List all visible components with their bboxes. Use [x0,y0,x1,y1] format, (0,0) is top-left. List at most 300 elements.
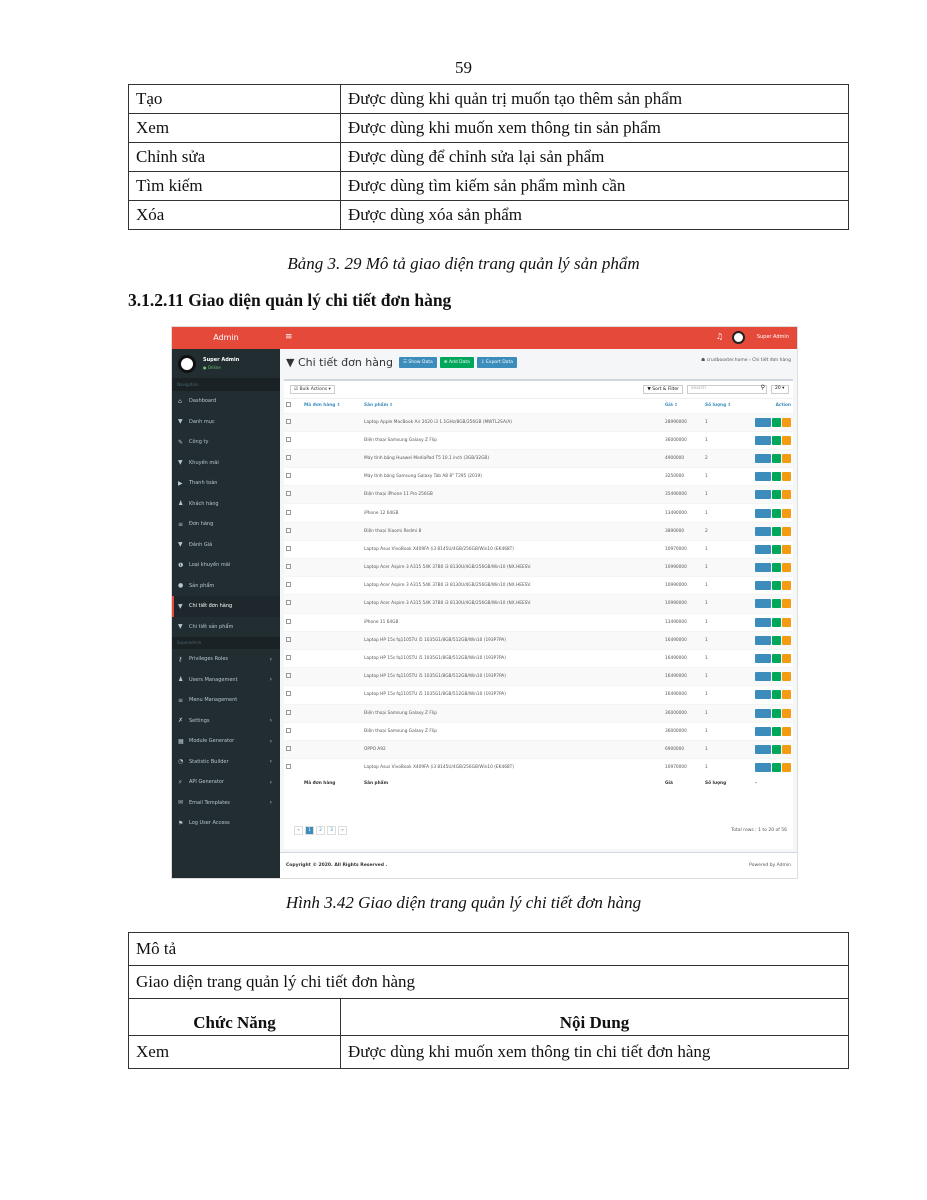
checkbox[interactable] [286,764,291,769]
action-buttons [755,672,791,681]
quantity-cell: 1 [703,722,753,740]
action-cell [753,613,793,631]
function-cell: Tạo [129,85,341,114]
sidebar-item[interactable] [172,473,280,494]
order-id-cell [302,649,362,667]
sidebar-item-icon: ▼ [178,541,183,549]
row-checkbox-cell[interactable] [284,431,302,449]
edit-button[interactable] [772,490,781,499]
edit-button[interactable] [772,545,781,554]
view-button[interactable] [755,527,771,536]
delete-button[interactable] [782,454,791,463]
price-cell: 10970000 [663,540,703,558]
data-table [284,399,793,791]
table-row [284,413,793,431]
product-cell: Laptop Acer Aspire 3 A315 54K 37B0 i3 8130U/4GB/256GB/Win10 (NX.HEESV. [362,559,663,577]
quantity-cell: 1 [703,686,753,704]
view-button[interactable] [755,545,771,554]
view-button[interactable] [755,709,771,718]
sidebar-item[interactable] [172,772,280,793]
chevron-right-icon: › [269,655,272,663]
action-buttons [755,599,791,608]
edit-button[interactable] [772,527,781,536]
delete-button[interactable] [782,472,791,481]
checkbox[interactable] [286,728,291,733]
bulk-actions-dropdown[interactable]: ☑ Bulk Actions ▾ [290,385,335,394]
column-header[interactable]: Số lượng ⇕ [705,403,732,409]
price-cell: 16490000 [663,631,703,649]
sidebar-item[interactable] [172,432,280,453]
action-cell [753,449,793,467]
function-cell: Tìm kiếm [129,172,341,201]
price-cell: 35490000 [663,486,703,504]
view-button[interactable] [755,563,771,572]
view-button[interactable] [755,745,771,754]
chevron-right-icon: › [269,799,272,807]
action-buttons [755,509,791,518]
action-buttons [755,490,791,499]
action-buttons [755,618,791,627]
view-button[interactable] [755,690,771,699]
table-row [284,577,793,595]
delete-button[interactable] [782,727,791,736]
sidebar-item-label: Chi tiết đơn hàng [189,603,233,610]
column-header[interactable]: Action [775,403,791,409]
admin-screenshot [171,326,798,879]
order-id-cell [302,686,362,704]
column-footer: Mã đơn hàng [304,781,336,787]
view-button[interactable] [755,636,771,645]
page-link[interactable]: 1 [305,826,314,835]
sidebar-item[interactable] [172,555,280,576]
quantity-cell: 1 [703,486,753,504]
edit-button[interactable] [772,599,781,608]
sidebar-item[interactable] [172,535,280,556]
edit-button[interactable] [772,672,781,681]
table-row [129,1036,849,1069]
table-row [284,668,793,686]
footer-blank [284,777,302,791]
sidebar-item-label: Statistic Builder [189,758,229,765]
description-cell: Được dùng khi muốn xem thông tin sản phẩm [341,114,849,143]
chevron-right-icon: › [269,676,272,684]
checkbox[interactable] [286,473,291,478]
order-id-cell [302,540,362,558]
description-cell: Được dùng tìm kiếm sản phẩm mình cần [341,172,849,201]
nav-section-header: Navigation [172,379,280,391]
table-caption: Bảng 3. 29 Mô tả giao diện trang quản lý sản phẩm [287,254,640,273]
checkbox[interactable] [286,510,291,515]
view-button[interactable] [755,418,771,427]
section-heading: 3.1.2.11 Giao diện quản lý chi tiết đơn hàng [128,290,452,310]
sidebar-item-label: Dashboard [189,398,217,405]
column-footer: Giá [665,781,673,787]
action-buttons [755,472,791,481]
table-row [129,201,849,230]
row-checkbox-cell[interactable] [284,686,302,704]
sidebar-item-icon: ✗ [178,717,184,725]
delete-button[interactable] [782,599,791,608]
delete-button[interactable] [782,581,791,590]
edit-button[interactable] [772,745,781,754]
sidebar-item[interactable] [172,494,280,515]
quantity-cell: 1 [703,468,753,486]
row-checkbox-cell[interactable] [284,668,302,686]
powered-by: Powered by Admin [749,863,791,868]
edit-button[interactable] [772,454,781,463]
product-cell: Điện thoại Samsung Galaxy Z Flip [362,431,663,449]
view-button[interactable] [755,472,771,481]
view-button[interactable] [755,490,771,499]
edit-button[interactable] [772,581,781,590]
sidebar-item-icon: ⚡ [178,778,183,786]
sidebar-item[interactable] [172,670,280,691]
row-checkbox-cell[interactable] [284,559,302,577]
checkbox[interactable] [286,746,291,751]
page-link[interactable]: « [294,826,303,835]
col-header-function: Chức Năng [129,999,341,1036]
delete-button[interactable] [782,618,791,627]
breadcrumb[interactable]: ☗ crudbooster.home › Chi tiết đơn hàng [701,358,791,363]
page-title [286,356,393,369]
action-buttons [755,454,791,463]
function-cell: Xem [129,114,341,143]
product-cell: Laptop Apple MacBook Air 2020 i3 1.1GHz/8GB/256GB (MWTL2SA/A) [362,413,663,431]
sidebar-item[interactable] [172,793,280,814]
delete-button[interactable] [782,509,791,518]
sidebar-item-label: Thanh toán [189,480,218,487]
sidebar-item-icon: ● [178,582,184,590]
row-checkbox-cell[interactable] [284,449,302,467]
sidebar-item-icon: ◔ [178,758,184,766]
row-checkbox-cell[interactable] [284,540,302,558]
delete-button[interactable] [782,709,791,718]
checkbox[interactable] [286,710,291,715]
sidebar-item-icon: ⚑ [178,819,184,827]
row-checkbox-cell[interactable] [284,468,302,486]
checkbox[interactable] [286,582,291,587]
order-id-cell [302,668,362,686]
page-title-text: Chi tiết đơn hàng [297,355,393,369]
row-checkbox-cell[interactable] [284,631,302,649]
product-cell: Laptop Acer Aspire 3 A315 54K 37B0 i3 8130U/4GB/256GB/Win10 (NX.HEESV. [362,577,663,595]
page-link[interactable]: 2 [316,826,325,835]
edit-button[interactable] [772,654,781,663]
sidebar-item-icon: ▼ [178,418,183,426]
sidebar-item-icon: ✉ [178,799,184,807]
view-button[interactable] [755,454,771,463]
edit-button[interactable] [772,690,781,699]
quantity-cell: 1 [703,431,753,449]
delete-button[interactable] [782,418,791,427]
page-link[interactable]: 3 [327,826,336,835]
top-user-name[interactable]: Super Admin [756,334,789,340]
action-cell [753,413,793,431]
checkbox[interactable] [286,528,291,533]
delete-button[interactable] [782,672,791,681]
action-buttons [755,527,791,536]
delete-button[interactable] [782,636,791,645]
sidebar-item[interactable] [172,596,280,617]
function-cell: Xóa [129,201,341,230]
view-button[interactable] [755,654,771,663]
filter-icon: ▼ [286,355,295,369]
sidebar-item[interactable] [172,514,280,535]
row-checkbox-cell[interactable] [284,613,302,631]
checkbox[interactable] [286,564,291,569]
sidebar-item-label: Đơn hàng [189,521,214,528]
sidebar-item-icon: ▼ [178,602,183,610]
action-cell [753,668,793,686]
sidebar-item-label: Sản phẩm [189,582,215,589]
sidebar-item-label: Privileges Roles [189,656,229,663]
column-header[interactable]: Mã đơn hàng ⇕ [304,403,341,409]
edit-button[interactable] [772,636,781,645]
edit-button[interactable] [772,618,781,627]
description-cell: Được dùng xóa sản phẩm [341,201,849,230]
top-avatar[interactable] [732,331,745,344]
search-input[interactable] [687,385,767,394]
user-panel [172,349,280,379]
price-cell: 4900000 [663,449,703,467]
quantity-cell: 1 [703,740,753,758]
price-cell: 10990000 [663,559,703,577]
checkbox[interactable] [286,491,291,496]
search-icon[interactable]: ⚲ [760,384,765,391]
table-row [284,740,793,758]
table-row [284,759,793,777]
sidebar-item[interactable] [172,731,280,752]
action-cell [753,577,793,595]
checkbox[interactable] [286,655,291,660]
edit-button[interactable] [772,563,781,572]
sidebar-item[interactable] [172,711,280,732]
sidebar-item-icon: ▶ [178,479,183,487]
view-button[interactable] [755,763,771,772]
checkbox[interactable] [286,402,291,407]
user-status: ● Online [203,365,221,370]
view-button[interactable] [755,727,771,736]
search-placeholder: search [691,386,706,391]
pagination [294,826,347,835]
sidebar-item-icon: ♟ [178,500,184,508]
checkbox[interactable] [286,619,291,624]
data-box [284,379,793,849]
table-row [284,722,793,740]
price-cell: 36000000 [663,704,703,722]
action-cell [753,504,793,522]
edit-button[interactable] [772,709,781,718]
avatar [178,355,196,373]
sidebar-item-icon: ≡ [178,696,184,704]
delete-button[interactable] [782,690,791,699]
row-checkbox-cell[interactable] [284,413,302,431]
quantity-cell: 2 [703,449,753,467]
product-cell: OPPO A92 [362,740,663,758]
view-button[interactable] [755,618,771,627]
action-cell [753,686,793,704]
row-checkbox-cell[interactable] [284,504,302,522]
column-header[interactable]: Sản phẩm ⇕ [364,403,394,409]
action-buttons [755,418,791,427]
action-cell [753,486,793,504]
sidebar-item[interactable] [172,391,280,412]
product-cell: Laptop HP 15s fq1105TU i5 1035G1/8GB/512GB/Win10 (193P7PA) [362,649,663,667]
view-button[interactable] [755,672,771,681]
delete-button[interactable] [782,490,791,499]
delete-button[interactable] [782,545,791,554]
delete-button[interactable] [782,527,791,536]
checkbox[interactable] [286,546,291,551]
row-checkbox-cell[interactable] [284,740,302,758]
desc-value: Giao diện trang quản lý chi tiết đơn hàng [129,966,849,999]
edit-button[interactable] [772,509,781,518]
row-checkbox-cell[interactable] [284,522,302,540]
quantity-cell: 1 [703,540,753,558]
per-page-select[interactable]: 20 ▾ [771,385,789,394]
order-id-cell [302,759,362,777]
sidebar-item[interactable] [172,649,280,670]
action-cell [753,704,793,722]
checkbox[interactable] [286,600,291,605]
select-all-checkbox[interactable] [284,399,302,413]
bell-icon[interactable]: ♫ [715,332,723,341]
delete-button[interactable] [782,763,791,772]
sidebar-item[interactable] [172,412,280,433]
quantity-cell: 1 [703,413,753,431]
order-id-cell [302,559,362,577]
table-row [284,559,793,577]
sidebar-item-icon: ▼ [178,459,183,467]
delete-button[interactable] [782,654,791,663]
delete-button[interactable] [782,745,791,754]
row-checkbox-cell[interactable] [284,486,302,504]
order-id-cell [302,522,362,540]
sidebar-item[interactable] [172,813,280,834]
row-checkbox-cell[interactable] [284,722,302,740]
checkbox[interactable] [286,637,291,642]
table-row [284,504,793,522]
row-checkbox-cell[interactable] [284,595,302,613]
table-row [284,540,793,558]
order-id-cell [302,722,362,740]
export-data-button[interactable]: ⇩ Export Data [477,357,517,368]
sidebar-item[interactable] [172,576,280,597]
action-buttons [755,745,791,754]
delete-button[interactable] [782,563,791,572]
table-row [284,431,793,449]
sidebar-item-icon: ♟ [178,676,184,684]
table-row [284,522,793,540]
checkbox[interactable] [286,455,291,460]
copyright: Copyright © 2020. All Rights Reserved . [286,863,388,868]
price-cell: 13490000 [663,613,703,631]
sidebar-item-label: Module Generator [189,738,235,745]
quantity-cell: 1 [703,559,753,577]
sidebar-item[interactable] [172,453,280,474]
sidebar-item-label: Đánh Giá [189,541,213,548]
product-cell: Laptop HP 15s fq1105TU i5 1035G1/8GB/512GB/Win10 (193P7PA) [362,686,663,704]
sidebar-item-label: Settings [189,717,210,724]
column-footer: Số lượng [705,781,727,787]
product-cell: Laptop HP 15s fq1105TU i5 1035G1/8GB/512GB/Win10 (193P7PA) [362,631,663,649]
action-cell [753,631,793,649]
action-buttons [755,545,791,554]
edit-button[interactable] [772,763,781,772]
sidebar-item-icon: ✎ [178,438,184,446]
view-button[interactable] [755,581,771,590]
price-cell: 16490000 [663,649,703,667]
sidebar-item-label: Menu Management [189,697,238,704]
sidebar-item[interactable] [172,752,280,773]
price-cell: 16490000 [663,668,703,686]
checkbox[interactable] [286,437,291,442]
hamburger-menu-icon[interactable]: ≡ [285,332,293,342]
checkbox[interactable] [286,691,291,696]
product-cell: Điện thoại Samsung Galaxy Z Flip [362,704,663,722]
add-data-button[interactable]: ⊕ Add Data [440,357,474,368]
edit-button[interactable] [772,727,781,736]
page-link[interactable]: » [338,826,347,835]
product-cell: Máy tính bảng Huawei MediaPad T5 10.1 inch (3GB/32GB) [362,449,663,467]
price-cell: 10970000 [663,759,703,777]
edit-button[interactable] [772,436,781,445]
sidebar-item-label: Khách hàng [189,500,219,507]
sidebar-item[interactable] [172,617,280,638]
quantity-cell: 1 [703,613,753,631]
price-cell: 16490000 [663,686,703,704]
main-content [280,349,797,878]
action-buttons [755,763,791,772]
quantity-cell: 1 [703,668,753,686]
edit-button[interactable] [772,472,781,481]
checkbox[interactable] [286,673,291,678]
column-header[interactable]: Giá ⇕ [665,403,678,409]
checkbox[interactable] [286,419,291,424]
price-cell: 13490000 [663,504,703,522]
brand-logo[interactable]: Admin [172,327,280,349]
view-button[interactable] [755,599,771,608]
product-cell: Điện thoại iPhone 11 Pro 256GB [362,486,663,504]
function-cell: Xem [129,1036,341,1069]
row-checkbox-cell[interactable] [284,577,302,595]
view-button[interactable] [755,436,771,445]
sidebar-item[interactable] [172,690,280,711]
row-checkbox-cell[interactable] [284,759,302,777]
row-checkbox-cell[interactable] [284,704,302,722]
table-row [129,114,849,143]
order-id-cell [302,740,362,758]
row-checkbox-cell[interactable] [284,649,302,667]
view-button[interactable] [755,509,771,518]
sidebar-item-label: Log User Access [189,820,230,827]
quantity-cell: 1 [703,649,753,667]
action-cell [753,540,793,558]
chevron-right-icon: › [269,717,272,725]
sort-filter-button[interactable]: ▼ Sort & Filter [643,385,683,394]
show-data-button[interactable]: ☰ Show Data [399,357,437,368]
quantity-cell: 1 [703,759,753,777]
price-cell: 3890000 [663,522,703,540]
quantity-cell: 1 [703,631,753,649]
sidebar-item-label: Công ty [189,439,209,446]
delete-button[interactable] [782,436,791,445]
price-cell: 28990000 [663,413,703,431]
toolbar [284,381,793,399]
function-table [128,84,849,230]
table-row [284,704,793,722]
edit-button[interactable] [772,418,781,427]
